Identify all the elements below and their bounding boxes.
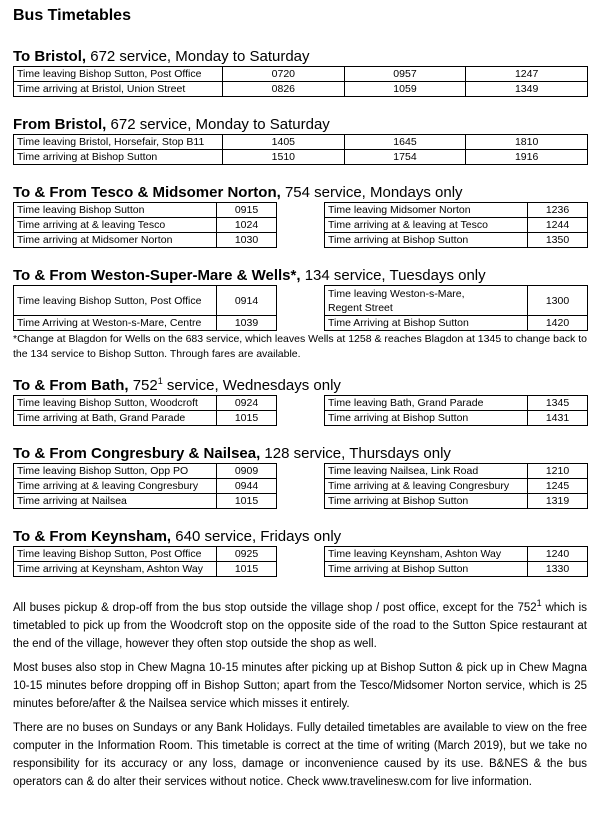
time-cell: 0924 (217, 396, 277, 411)
page-title: Bus Timetables (13, 7, 131, 24)
time-cell: 1349 (466, 82, 588, 97)
section-title-tesco (13, 183, 588, 202)
time-cell: 1510 (223, 150, 345, 165)
row-label: Time leaving Nailsea, Link Road (325, 464, 528, 479)
timetable-outbound (13, 546, 277, 577)
time-cell: 1030 (217, 233, 277, 248)
time-cell: 1330 (528, 562, 588, 577)
row-label: Time arriving at Keynsham, Ashton Way (14, 562, 217, 577)
table-row (325, 233, 588, 248)
section-info: 672 service, Monday to Saturday (86, 48, 310, 65)
time-cell: 1300 (528, 286, 588, 316)
paragraph-text: which is timetabled to pick up from the Woodcroft stop on the opposite side of the road to the Sutton Spice restaurant at the end of the village, however they often stop outside the shop as well. (13, 602, 587, 650)
row-label: Time arriving at & leaving Tesco (14, 218, 217, 233)
row-label: Time arriving at & leaving Congresbury (14, 479, 217, 494)
row-label-line: Regent Street (328, 301, 393, 314)
time-cell: 1015 (217, 411, 277, 426)
time-cell: 1345 (528, 396, 588, 411)
table-row (14, 479, 277, 494)
time-cell: 0909 (217, 464, 277, 479)
timetable-pair-weston-wells (13, 285, 588, 331)
table-row (14, 82, 588, 97)
timetable-pair-bath (13, 395, 588, 426)
time-cell: 1350 (528, 233, 588, 248)
time-cell: 1431 (528, 411, 588, 426)
row-label-line: Time leaving Weston-s-Mare, (328, 287, 465, 300)
time-cell: 1405 (223, 135, 345, 150)
time-cell: 0914 (217, 286, 277, 316)
time-cell: 1210 (528, 464, 588, 479)
table-row (325, 396, 588, 411)
time-cell: 0944 (217, 479, 277, 494)
section-info: 640 service, Fridays only (171, 528, 342, 545)
timetable-pair-tesco (13, 202, 588, 248)
row-label: Time arriving at Bishop Sutton (325, 562, 528, 577)
table-row (14, 562, 277, 577)
row-label: Time Arriving at Bishop Sutton (325, 316, 528, 331)
row-label: Time leaving Bristol, Horsefair, Stop B11 (14, 135, 223, 150)
section-place: To & From Bath, (13, 377, 129, 394)
table-row (14, 233, 277, 248)
row-label: Time leaving Bishop Sutton, Woodcroft (14, 396, 217, 411)
time-cell: 1245 (528, 479, 588, 494)
timetable-from-bristol (13, 134, 588, 165)
time-cell: 1240 (528, 547, 588, 562)
time-cell: 1059 (344, 82, 466, 97)
time-cell: 1039 (217, 316, 277, 331)
pickup-paragraph (13, 599, 587, 653)
footnote-marker: 1 (157, 376, 163, 386)
section-title-bath (13, 376, 588, 395)
table-row (14, 494, 277, 509)
chew-magna-paragraph: Most buses also stop in Chew Magna 10-15 minutes after picking up at Bishop Sutton & pick up in Chew Magna 10-15 minutes before dropping off in Bishop Sutton; apart from the Tesco/Midsomer Norton service, which is 25 minutes before/after & the Nailsea service which misses it entirely. (13, 662, 587, 710)
row-label: Time leaving Bishop Sutton, Post Office (14, 67, 223, 82)
table-row (325, 411, 588, 426)
table-row (14, 135, 588, 150)
row-label: Time leaving Bishop Sutton, Opp PO (14, 464, 217, 479)
row-label: Time Arriving at Weston-s-Mare, Centre (14, 316, 217, 331)
table-row (14, 203, 277, 218)
time-cell: 1420 (528, 316, 588, 331)
table-row (14, 411, 277, 426)
timetable-to-bristol (13, 66, 588, 97)
paragraph-text: All buses pickup & drop-off from the bus stop outside the village shop / post office, except for the 752 (13, 602, 537, 614)
section-info: 754 service, Mondays only (280, 184, 463, 201)
section-info: service, Wednesdays only (162, 377, 341, 394)
timetable-return (324, 395, 588, 426)
section-place: To & From Congresbury & Nailsea, (13, 445, 261, 462)
time-cell: 1319 (528, 494, 588, 509)
table-row (325, 464, 588, 479)
timetable-outbound (13, 395, 277, 426)
section-place: To & From Keynsham, (13, 528, 172, 545)
row-label: Time arriving at Bishop Sutton (325, 494, 528, 509)
table-row (14, 67, 588, 82)
section-place: From Bristol, (13, 116, 107, 133)
time-cell: 1236 (528, 203, 588, 218)
timetable-return (324, 546, 588, 577)
section-title-from-bristol (13, 115, 588, 134)
row-label: Time arriving at Bishop Sutton (325, 411, 528, 426)
section-title-weston-wells (13, 266, 588, 285)
table-row (325, 316, 588, 331)
section-title-to-bristol (13, 47, 588, 66)
row-label: Time leaving Midsomer Norton (325, 203, 528, 218)
row-label: Time arriving at & leaving Congresbury (325, 479, 528, 494)
table-row (14, 150, 588, 165)
table-row (14, 464, 277, 479)
timetable-outbound (13, 463, 277, 509)
table-row (325, 218, 588, 233)
table-row (325, 494, 588, 509)
time-cell: 1015 (217, 494, 277, 509)
row-label: Time leaving Bishop Sutton (14, 203, 217, 218)
footnote-marker: 1 (536, 598, 542, 609)
table-row (325, 479, 588, 494)
change-note: *Change at Blagdon for Wells on the 683 service, which leaves Wells at 1258 & reaches Blagdon at 1345 to change back to the 134 service to Bishop Sutton. Through fares are available. (13, 333, 587, 360)
table-row (14, 396, 277, 411)
section-info: 672 service, Monday to Saturday (106, 116, 330, 133)
time-cell: 1244 (528, 218, 588, 233)
section-title-keynsham (13, 527, 588, 546)
table-row (325, 547, 588, 562)
row-label: Time arriving at Nailsea (14, 494, 217, 509)
row-label (325, 286, 528, 316)
time-cell: 0957 (344, 67, 466, 82)
section-title-congresbury-nailsea (13, 444, 588, 463)
table-row (14, 286, 277, 316)
section-info: 752 (128, 377, 158, 394)
row-label: Time arriving at Midsomer Norton (14, 233, 217, 248)
time-cell: 0915 (217, 203, 277, 218)
row-label: Time leaving Bishop Sutton, Post Office (14, 547, 217, 562)
timetable-outbound (13, 285, 277, 331)
time-cell: 0720 (223, 67, 345, 82)
time-cell: 0925 (217, 547, 277, 562)
timetable-outbound (13, 202, 277, 248)
timetable-pair-congresbury (13, 463, 588, 509)
table-row (14, 316, 277, 331)
row-label: Time arriving at & leaving at Tesco (325, 218, 528, 233)
row-label: Time arriving at Bishop Sutton (325, 233, 528, 248)
table-row (325, 562, 588, 577)
section-place: To Bristol, (13, 48, 87, 65)
section-place: To & From Weston-Super-Mare & Wells*, (13, 267, 301, 284)
section-place: To & From Tesco & Midsomer Norton, (13, 184, 281, 201)
row-label: Time leaving Bishop Sutton, Post Office (14, 286, 217, 316)
timetable-return (324, 285, 588, 331)
time-cell: 1810 (466, 135, 588, 150)
time-cell: 1015 (217, 562, 277, 577)
time-cell: 1645 (344, 135, 466, 150)
time-cell: 0826 (223, 82, 345, 97)
table-row (14, 547, 277, 562)
row-label: Time arriving at Bristol, Union Street (14, 82, 223, 97)
table-row (325, 286, 588, 316)
row-label: Time leaving Bath, Grand Parade (325, 396, 528, 411)
row-label: Time arriving at Bath, Grand Parade (14, 411, 217, 426)
timetable-return (324, 463, 588, 509)
timetable-return (324, 202, 588, 248)
section-info: 128 service, Thursdays only (260, 445, 451, 462)
time-cell: 1024 (217, 218, 277, 233)
timetable-pair-keynsham (13, 546, 588, 577)
section-info: 134 service, Tuesdays only (300, 267, 486, 284)
time-cell: 1754 (344, 150, 466, 165)
row-label: Time arriving at Bishop Sutton (14, 150, 223, 165)
time-cell: 1247 (466, 67, 588, 82)
table-row (14, 218, 277, 233)
time-cell: 1916 (466, 150, 588, 165)
row-label: Time leaving Keynsham, Ashton Way (325, 547, 528, 562)
table-row (325, 203, 588, 218)
disclaimer-paragraph: There are no buses on Sundays or any Bank Holidays. Fully detailed timetables are available to view on the free computer in the Information Room. This timetable is correct at the time of writing (March 2019), but we take no responsibility for its accuracy or any loss, damage or inconvenience caused by its use. B&NES & the bus operators can & do alter their services without notice. Check www.travelinesw.com for live information. (13, 722, 587, 788)
